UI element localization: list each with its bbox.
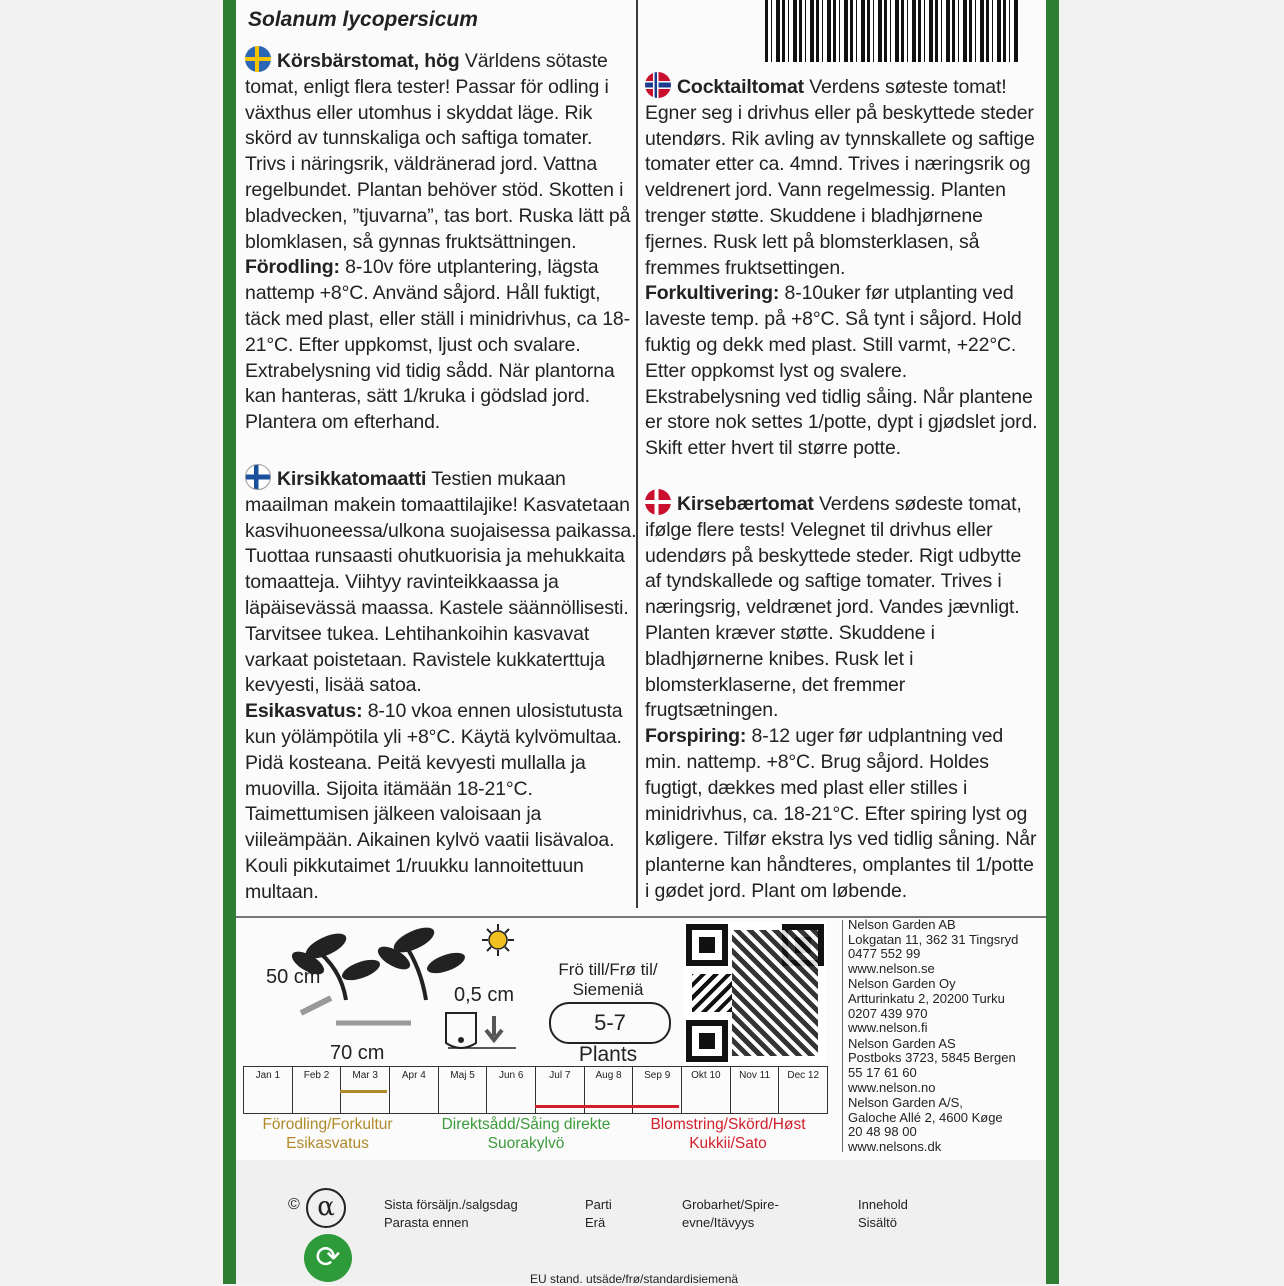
danish-intro: Verdens sødeste tomat, ifølge flere tests! Velegnet til drivhus eller udendørs på beskyttede steder. Rigt udbytte af tyndskallede og saftige tomater. Trives i næringsrig, veldrænet jord. Vandes jævnligt. Planten kræver støtte. Skuddene i bladhjørnerne knibes. Rusk let i blomsterklaserne, det fremmer frugtsætningen. (645, 493, 1022, 722)
eu-standard-text: EU stand. utsäde/frø/standardisiemenä (530, 1272, 739, 1286)
norwegian-description (645, 72, 1040, 462)
sell-by-line-2: Parasta ennen (384, 1215, 469, 1230)
finnish-sow-label: Esikasvatus: (245, 700, 363, 723)
norwegian-flag-icon (645, 72, 671, 98)
plant-height: 50 cm (266, 966, 321, 988)
calendar-month: Maj 5 (438, 1067, 487, 1113)
danish-sow-text: 8-12 uger før udplantning ved min. nattemp. +8°C. Brug såjord. Holdes fugtigt, dækkes med plast eller stilles i minidrivhus, ca. 18-21°C. Efter spiring lyst og køligere. Tilfør ekstra lys ved tidlig såning. Når planterne kan håndteres, omplantes til 1/potte i gødet jord. Plant om løbende. (645, 725, 1037, 902)
company-street: Lokgatan 11, 362 31 Tingsryd (848, 931, 1019, 947)
germination-line-2: evne/Itävyys (682, 1215, 755, 1230)
harvest-period-bar (535, 1105, 679, 1108)
calendar-month: Jan 1 (255, 1070, 281, 1081)
content-label (858, 1196, 908, 1232)
company-phone: 0207 439 970 (848, 1005, 928, 1021)
norwegian-intro: Verdens søteste tomat! Egner seg i drivhus eller på beskyttede steder utendørs. Rik avling av tynnskallete og saftige tomater etter ca. 4mnd. Trives i næringsrik og veldrenert jord. Vann regelmessig. Planten trenger støtte. Skuddene i bladhjørnene fjernes. Rusk lett på blomsterklasen, så fremmes fruktsettingen. (645, 76, 1035, 279)
recycle-green-dot-icon: ⟳ (304, 1234, 352, 1282)
company-name: Nelson Garden AB (848, 917, 956, 932)
legend-indoor-sowing-line-2: Esikasvatus (286, 1135, 369, 1152)
plant-spacing: 70 cm (330, 1042, 385, 1064)
legend-direct-sowing-line-1: Direktsådd/Såing direkte (441, 1116, 611, 1133)
company-web: www.nelson.se (848, 960, 935, 976)
company-web: www.nelsons.dk (848, 1138, 942, 1154)
address-se (848, 918, 1043, 976)
legend-harvest-line-1: Blomstring/Skörd/Høst (650, 1116, 806, 1133)
legend-indoor-sowing-line-1: Förodling/Forkultur (262, 1116, 393, 1133)
calendar-month: Jun 6 (486, 1067, 535, 1113)
company-web: www.nelson.fi (848, 1020, 928, 1036)
content-line-1: Innehold (858, 1197, 908, 1212)
seeds-unit: Plants (578, 1043, 638, 1066)
company-phone: 0477 552 99 (848, 946, 921, 962)
barcode (765, 0, 1020, 62)
address-divider (842, 920, 843, 1152)
norwegian-sow-label: Forkultivering: (645, 282, 780, 305)
company-phone: 20 48 98 00 (848, 1124, 917, 1140)
finnish-description (245, 464, 637, 906)
swedish-sow-text: 8-10v före utplantering, lägsta nattemp +8°C. Använd såjord. Håll fuktigt, täck med plast, eller ställ i minidrivhus, ca 18-21°C. Efter uppkomst, ljust och svalare. Extrabelysning vid tidig sådd. När plantorna kan hanteras, sätt 1/kruka i gödslad jord. Plantera om efterhand. (245, 256, 630, 434)
calendar-month: Aug 8 (584, 1067, 633, 1113)
norwegian-title: Cocktailtomat (677, 76, 804, 98)
swedish-title: Körsbärstomat, hög (277, 50, 460, 72)
seeds-label-line-2: Siemeniä (572, 980, 644, 999)
swedish-flag-icon (245, 46, 271, 72)
address-no (848, 1037, 1043, 1095)
sun-icon (482, 924, 514, 956)
legend-indoor-sowing (245, 1115, 410, 1153)
calendar-month: Okt 10 (681, 1067, 730, 1113)
sell-by-label (384, 1196, 518, 1232)
qr-finder (686, 1020, 728, 1062)
swedish-intro: Världens sötaste tomat, enligt flera tester! Passar för odling i växthus eller utomhus i skyddat läge. Rik skörd av tunnskaliga och saftiga tomater. Trivs i näringsrik, väldränerad jord. Vattna regelbundet. Plantan behöver stöd. Skotten i bladvecken, ”tjuvarna”, tas bort. Ruska lätt på blomklasen, så gynnas fruktsättningen. (245, 50, 631, 253)
address-dk (848, 1096, 1043, 1154)
finnish-flag-icon (245, 464, 271, 490)
calendar-month: Feb 2 (292, 1067, 341, 1113)
norwegian-sow-text: 8-10uker før utplanting ved laveste temp. på +8°C. Så tynt i såjord. Hold fuktig og dekk med plast. Still varmt, +22°C. Etter oppkomst lyst og svalere. Ekstrabelysning ved tidlig såing. Når plantene er store nok settes 1/potte, dypt i gjødslet jord. Skift etter hvert til større potte. (645, 282, 1038, 460)
germination-line-1: Grobarhet/Spire- (682, 1197, 779, 1212)
green-edge-right (1046, 0, 1059, 1284)
company-name: Nelson Garden A/S, (848, 1095, 963, 1111)
calendar-month: Jul 7 (535, 1067, 584, 1113)
copyright-mark: © (288, 1196, 300, 1213)
seeds-label-line-1: Frö till/Frø til/ (558, 960, 658, 979)
finnish-sow-text: 8-10 vkoa ennen ulosistutusta kun yölämpötila yli +8°C. Käytä kylvömultaa. Pidä kosteana. Peitä kevyesti mullalla ja muovilla. Sijoita itämään 18-21°C. Taimettumisen jälkeen valoisaan ja viileämpään. Aikainen kylvö vaatii lisävaloa. Kouli pikkutaimet 1/ruukku lannoitettuun multaan. (245, 700, 623, 903)
danish-title: Kirsebærtomat (677, 493, 814, 515)
sowing-period-bar (340, 1090, 387, 1093)
calendar-month: Sep 9 (632, 1067, 681, 1113)
species-name: Solanum lycopersicum (248, 8, 478, 31)
danish-sow-label: Forspiring: (645, 725, 747, 748)
seeds-count: 5-7 (549, 1002, 671, 1044)
germination-label (682, 1196, 779, 1232)
swedish-sow-label: Förodling: (245, 256, 340, 279)
danish-description (645, 489, 1040, 905)
alpha-logo-icon: α (306, 1188, 346, 1228)
company-name: Nelson Garden AS (848, 1035, 956, 1051)
company-street: Galoche Allé 2, 4600 Køge (848, 1109, 1003, 1125)
legend-direct-sowing (422, 1115, 630, 1153)
address-fi (848, 977, 1043, 1035)
calendar-month: Nov 11 (730, 1067, 779, 1113)
seeds-label (538, 960, 678, 1000)
packet-footer (236, 1160, 1046, 1284)
batch-label (585, 1196, 612, 1232)
legend-harvest-line-2: Kukkii/Sato (689, 1135, 767, 1152)
legend-direct-sowing-line-2: Suorakylvö (487, 1135, 565, 1152)
batch-line-1: Parti (585, 1197, 612, 1212)
company-name: Nelson Garden Oy (848, 976, 956, 992)
calendar-month: Mar 3 (340, 1067, 389, 1113)
qr-modules (692, 974, 732, 1012)
swedish-description (245, 46, 637, 436)
legend-harvest (634, 1115, 822, 1153)
danish-flag-icon (645, 489, 671, 515)
sowing-depth: 0,5 cm (454, 984, 515, 1006)
calendar-month: Dec 12 (778, 1067, 827, 1113)
company-web: www.nelson.no (848, 1079, 936, 1095)
company-street: Postboks 3723, 5845 Bergen (848, 1050, 1016, 1066)
content-line-2: Sisältö (858, 1215, 898, 1230)
finnish-intro: Testien mukaan maailman makein tomaattilajike! Kasvatetaan kasvihuoneessa/ulkona suojaisessa paikassa. Tuottaa runsaasti ohutkuorisia ja mehukkaita tomaatteja. Viihtyy ravinteikkaassa ja läpäisevässä maassa. Kastele säännöllisesti. Tarvitsee tukea. Lehtihankoihin kasvavat varkaat poistetaan. Ravistele kukkaterttuja kevyesti, lisää satoa. (245, 468, 637, 697)
qr-modules (732, 930, 818, 1056)
sell-by-line-1: Sista försäljn./salgsdag (384, 1197, 518, 1212)
company-addresses (848, 918, 1043, 1156)
company-phone: 55 17 61 60 (848, 1064, 917, 1080)
green-edge-left (223, 0, 236, 1284)
batch-line-2: Erä (585, 1215, 606, 1230)
calendar-month: Apr 4 (389, 1067, 438, 1113)
finnish-title: Kirsikkatomaatti (277, 468, 427, 490)
company-street: Artturinkatu 2, 20200 Turku (848, 990, 1005, 1006)
planting-diagram (236, 918, 586, 1068)
qr-finder (686, 924, 728, 966)
qr-code (684, 922, 826, 1064)
